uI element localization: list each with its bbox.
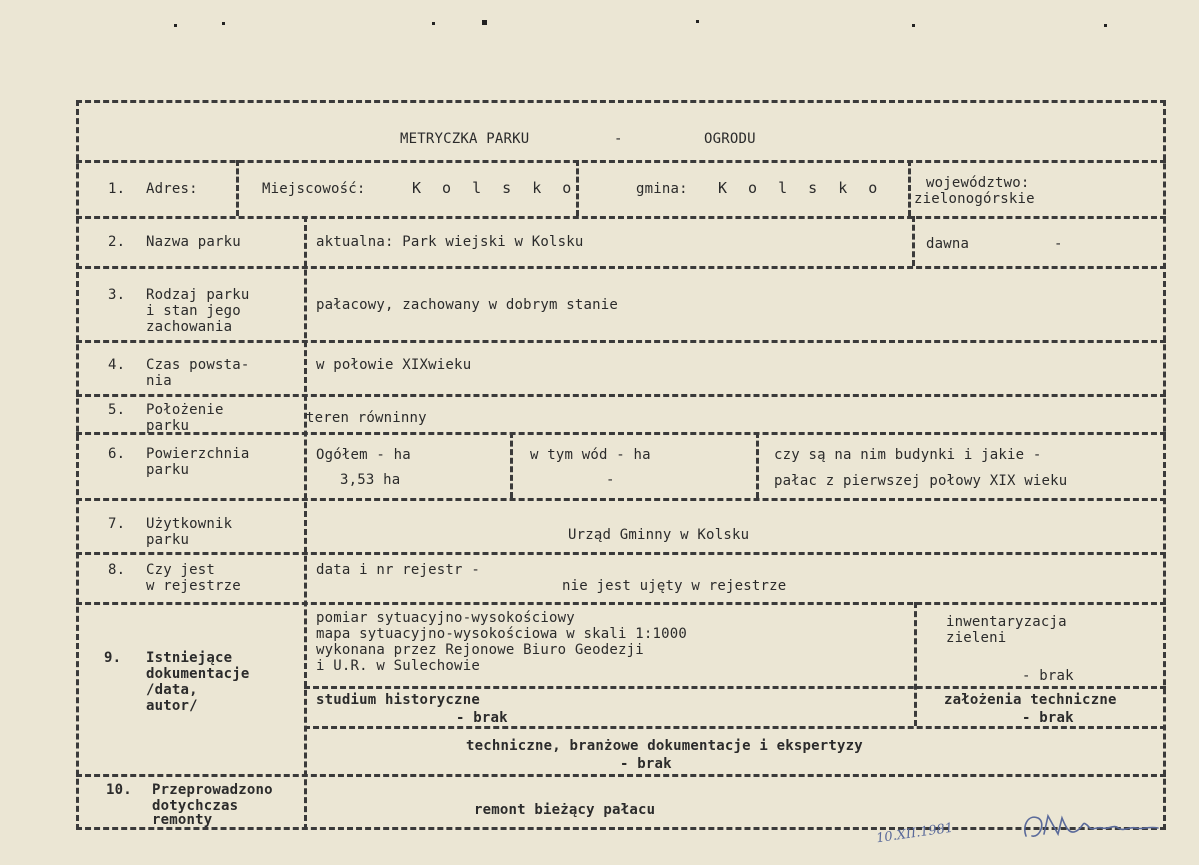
row6-label-1: Powierzchnia bbox=[146, 446, 250, 462]
table-rule bbox=[76, 432, 1166, 435]
row10-number: 10. bbox=[106, 782, 132, 798]
locality-value: K o l s k o bbox=[412, 179, 578, 197]
table-rule bbox=[76, 774, 1166, 777]
table-rule bbox=[76, 216, 1166, 219]
signature bbox=[1018, 806, 1168, 846]
table-rule bbox=[1163, 100, 1166, 830]
table-rule bbox=[510, 432, 513, 498]
table-rule bbox=[914, 602, 917, 726]
row10-label-1: Przeprowadzono bbox=[152, 782, 273, 798]
table-rule bbox=[756, 432, 759, 498]
row8-label-1: Czy jest bbox=[146, 562, 216, 578]
handwritten-date: 10.XII.1981 bbox=[875, 820, 955, 847]
table-rule bbox=[908, 160, 911, 216]
title-dash: - bbox=[614, 131, 623, 147]
row5-number: 5. bbox=[108, 402, 126, 418]
greenery-inventory-label-2: zieleni bbox=[946, 630, 1007, 646]
table-rule bbox=[304, 726, 1166, 729]
greenery-inventory-value: - brak bbox=[1022, 668, 1074, 684]
row7-number: 7. bbox=[108, 516, 126, 532]
table-rule bbox=[76, 552, 1166, 555]
row8-number: 8. bbox=[108, 562, 126, 578]
buildings-label: czy są na nim budynki i jakie - bbox=[774, 447, 1042, 463]
row9-label-2: dokumentacje bbox=[146, 666, 250, 682]
punch-mark bbox=[222, 22, 225, 25]
title-right: OGRODU bbox=[704, 131, 756, 147]
greenery-inventory-label-1: inwentaryzacja bbox=[946, 614, 1067, 630]
total-area-label: Ogółem - ha bbox=[316, 447, 411, 463]
table-rule bbox=[912, 216, 915, 266]
water-area-value: - bbox=[606, 472, 615, 488]
commune-label: gmina: bbox=[636, 181, 688, 197]
survey-line-2: mapa sytuacyjno-wysokościowa w skali 1:1000 bbox=[316, 626, 688, 642]
former-name-value: - bbox=[1054, 236, 1063, 252]
current-name: aktualna: Park wiejski w Kolsku bbox=[316, 234, 584, 250]
table-rule bbox=[76, 394, 1166, 397]
row3-label-3: zachowania bbox=[146, 319, 233, 335]
row6-label-2: parku bbox=[146, 462, 190, 478]
row7-label-2: parku bbox=[146, 532, 190, 548]
punch-mark bbox=[432, 22, 435, 25]
table-rule bbox=[304, 686, 1166, 689]
table-rule bbox=[304, 216, 307, 830]
punch-mark bbox=[482, 20, 487, 25]
registry-status: nie jest ujęty w rejestrze bbox=[562, 578, 787, 594]
row4-label-1: Czas powsta- bbox=[146, 357, 250, 373]
total-area-value: 3,53 ha bbox=[340, 472, 401, 488]
row6-number: 6. bbox=[108, 446, 126, 462]
punch-mark bbox=[696, 20, 699, 23]
table-rule bbox=[76, 160, 1166, 163]
historical-study-value: - brak bbox=[456, 710, 508, 726]
repairs-value: remont bieżący pałacu bbox=[474, 802, 656, 818]
row4-label-2: nia bbox=[146, 373, 172, 389]
row3-label-1: Rodzaj parku bbox=[146, 287, 250, 303]
technical-documentation-label: techniczne, branżowe dokumentacje i ekspertyzy bbox=[466, 738, 863, 754]
survey-line-4: i U.R. w Sulechowie bbox=[316, 658, 480, 674]
row9-label-4: autor/ bbox=[146, 698, 198, 714]
survey-line-1: pomiar sytuacyjno-wysokościowy bbox=[316, 610, 575, 626]
table-rule bbox=[236, 160, 239, 216]
table-rule bbox=[76, 602, 1166, 605]
commune-value: K o l s k o bbox=[718, 179, 884, 197]
row5-label-2: parku bbox=[146, 418, 190, 434]
technical-assumptions-value: - brak bbox=[1022, 710, 1074, 726]
survey-line-3: wykonana przez Rejonowe Biuro Geodezji bbox=[316, 642, 644, 658]
creation-time-value: w połowie XIXwieku bbox=[316, 357, 472, 373]
row4-number: 4. bbox=[108, 357, 126, 373]
row5-label-1: Położenie bbox=[146, 402, 224, 418]
former-name-label: dawna bbox=[926, 236, 970, 252]
row9-label-3: /data, bbox=[146, 682, 198, 698]
metric-table bbox=[76, 100, 1166, 830]
row3-number: 3. bbox=[108, 287, 126, 303]
voivodeship-value: zielonogórskie bbox=[914, 191, 1035, 207]
historical-study-label: studium historyczne bbox=[316, 692, 480, 708]
table-rule bbox=[76, 266, 1166, 269]
row1-number: 1. bbox=[108, 181, 126, 197]
buildings-value: pałac z pierwszej połowy XIX wieku bbox=[774, 473, 1068, 489]
voivodeship-label: województwo: bbox=[926, 175, 1030, 191]
row1-label: Adres: bbox=[146, 181, 198, 197]
row3-label-2: i stan jego bbox=[146, 303, 241, 319]
table-rule bbox=[76, 827, 1166, 830]
row9-number: 9. bbox=[104, 650, 122, 666]
locality-label: Miejscowość: bbox=[262, 181, 366, 197]
row7-label-1: Użytkownik bbox=[146, 516, 233, 532]
punch-mark bbox=[174, 24, 177, 27]
registry-date-label: data i nr rejestr - bbox=[316, 562, 480, 578]
punch-mark bbox=[1104, 24, 1107, 27]
table-rule bbox=[76, 100, 79, 830]
table-rule bbox=[76, 100, 1166, 103]
table-rule bbox=[76, 340, 1166, 343]
water-area-label: w tym wód - ha bbox=[530, 447, 651, 463]
row2-number: 2. bbox=[108, 234, 126, 250]
punch-mark bbox=[912, 24, 915, 27]
row10-label-3: remonty bbox=[152, 812, 213, 828]
row2-label: Nazwa parku bbox=[146, 234, 241, 250]
row10-label-2: dotychczas bbox=[152, 798, 239, 814]
title-left: METRYCZKA PARKU bbox=[400, 131, 530, 147]
row8-label-2: w rejestrze bbox=[146, 578, 241, 594]
location-value: teren równinny bbox=[306, 410, 427, 426]
user-value: Urząd Gminny w Kolsku bbox=[568, 527, 750, 543]
technical-documentation-value: - brak bbox=[620, 756, 672, 772]
table-rule bbox=[76, 498, 1166, 501]
park-type-value: pałacowy, zachowany w dobrym stanie bbox=[316, 297, 619, 313]
row9-label-1: Istniejące bbox=[146, 650, 233, 666]
technical-assumptions-label: założenia techniczne bbox=[944, 692, 1117, 708]
